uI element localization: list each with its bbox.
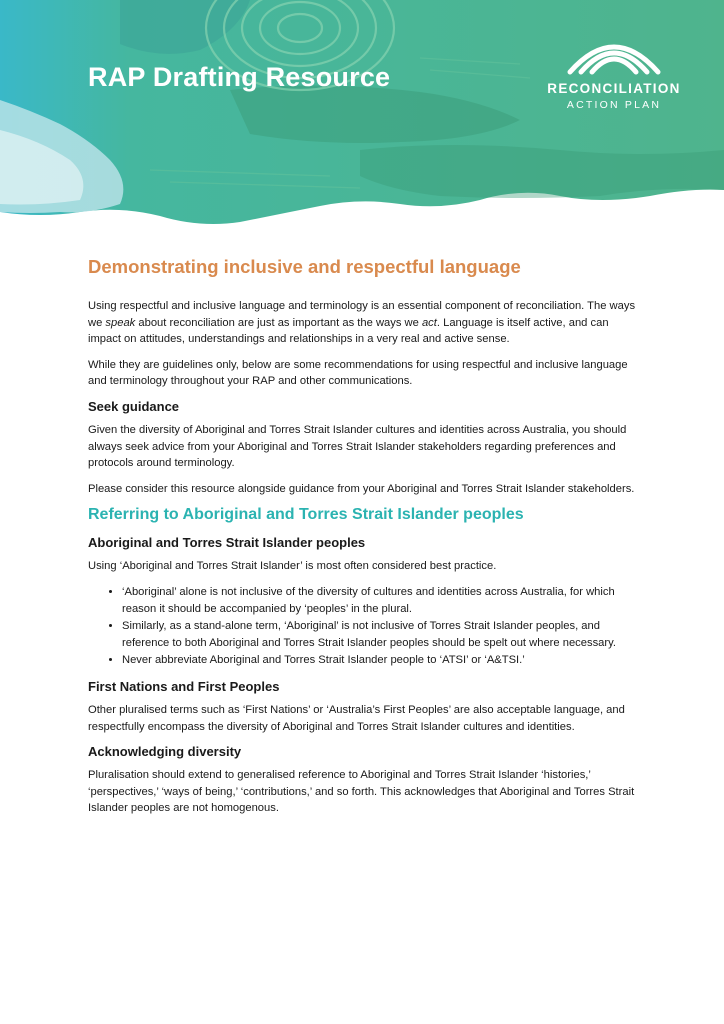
diversity-paragraph: Pluralisation should extend to generalised reference to Aboriginal and Torres Strait Islander ‘histories,’ ‘perspectives,’ ‘ways of being,’ ‘contributions,’ and so forth. This acknowledges that Aboriginal and Torres Strait Islander peoples are not homogenous. <box>88 769 635 815</box>
intro-paragraph-1: Using respectful and inclusive language and terminology is an essential component of reconciliation. The ways we speak about reconciliation are just as important as the ways we act. Language is itself active, and can impact on attitudes, understandings and relationships in a very real and active sense. <box>88 300 636 346</box>
subheading-first-nations: First Nations and First Peoples <box>88 678 280 694</box>
seek-guidance-paragraph-1: Given the diversity of Aboriginal and Torres Strait Islander cultures and identities across Australia, you should always seek advice from your Aboriginal and Torres Strait Islander stakeholders regarding preferences and protocols around terminology. <box>88 423 627 470</box>
logo-wordmark: RECONCILIATION <box>547 81 681 96</box>
referring-heading: Referring to Aboriginal and Torres Strait Islander peoples <box>88 506 524 524</box>
subheading-aboriginal-torres-strait: Aboriginal and Torres Strait Islander peoples <box>88 535 366 551</box>
seek-guidance-title: Seek guidance <box>88 398 180 414</box>
subheading-acknowledging-diversity: Acknowledging diversity <box>88 744 242 760</box>
list-item: • Never abbreviate Aboriginal and Torres Strait Islander people to ‘ATSI’ or ‘A&TSI.’ <box>122 652 640 669</box>
seek-guidance-paragraph-2: Please consider this resource alongside guidance from your Aboriginal and Torres Strait Islander stakeholders. <box>88 482 635 495</box>
page-body <box>88 256 640 826</box>
logo-subtitle: ACTION PLAN <box>566 99 662 111</box>
guidance-bullet-list <box>88 584 640 669</box>
best-practice-paragraph: Using ‘Aboriginal and Torres Strait Islander’ is most often considered best practice. <box>88 560 497 573</box>
header-banner <box>0 0 724 240</box>
list-item: • ‘Aboriginal’ alone is not inclusive of the diversity of cultures and identities across Australia, for which reason it should be accompanied by ‘peoples’ in the plural. <box>122 584 640 617</box>
list-item: • Similarly, as a stand-alone term, ‘Aboriginal’ is not inclusive of Torres Strait Islander peoples, and reference to both Aboriginal and Torres Strait Islander peoples should be spelt out where necessary. <box>122 618 640 651</box>
document-title: RAP Drafting Resource <box>88 62 391 92</box>
arcs-icon <box>540 28 688 80</box>
reconciliation-action-plan-logo <box>540 28 700 118</box>
intro-paragraph-2: While they are guidelines only, below are some recommendations for using respectful and inclusive language and terminology throughout your RAP and other communications. <box>88 358 628 388</box>
section-heading: Demonstrating inclusive and respectful language <box>88 256 521 277</box>
first-nations-paragraph: Other pluralised terms such as ‘First Nations’ or ‘Australia’s First Peoples’ are also acceptable language, and respectfully encompass the diversity of Aboriginal and Torres Strait Islander cultures and identities. <box>88 703 625 733</box>
